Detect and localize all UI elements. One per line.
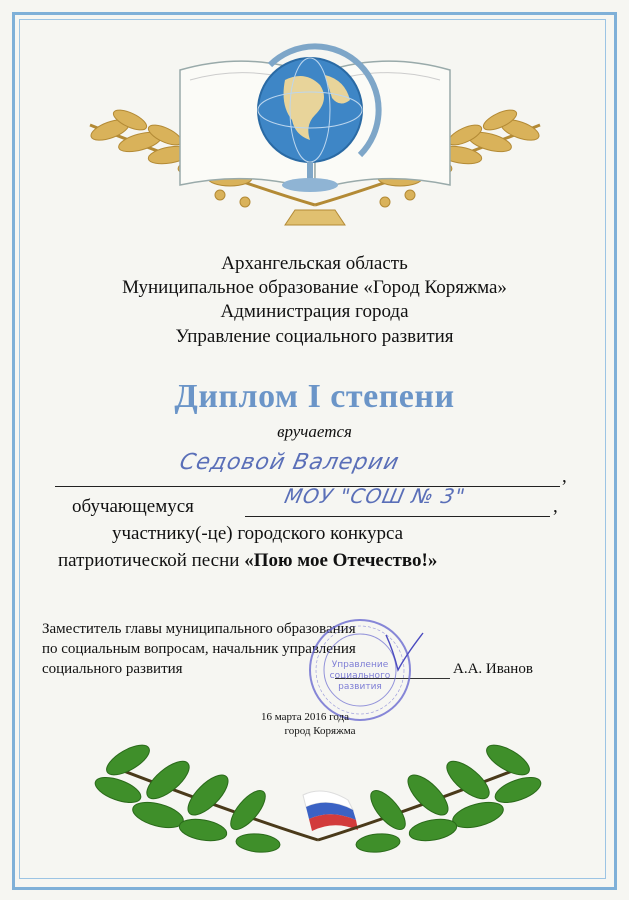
oak-branches-emblem — [88, 725, 548, 865]
student-label: обучающемуся — [72, 496, 194, 517]
signer-name: А.А. Иванов — [453, 661, 533, 677]
svg-text:социального: социального — [329, 671, 391, 681]
municipality-line: Муниципальное образование «Город Коряжма» — [122, 277, 507, 298]
school-underline — [245, 516, 550, 517]
department-line: Управление социального развития — [175, 326, 454, 347]
contest-name: «Пою мое Отечество!» — [244, 550, 438, 571]
official-stamp — [298, 615, 428, 723]
contest-line — [58, 550, 437, 572]
participant-line: участнику(-це) городского конкурса — [112, 523, 404, 544]
administration-line: Администрация города — [220, 301, 409, 322]
tricolor-flag-icon — [303, 791, 358, 831]
school-comma: , — [553, 496, 558, 517]
school-name: МОУ "СОШ № 3" — [282, 484, 468, 508]
signature-scribble — [386, 633, 423, 670]
issue-date: 16 марта 2016 года — [260, 711, 350, 723]
issue-city: город Коряжма — [284, 725, 356, 737]
signer-title-line2: по социальным вопросам, начальник управления — [42, 641, 356, 657]
recipient-name: Седовой Валерии — [177, 450, 402, 475]
contest-prefix: патриотической песни — [58, 550, 245, 571]
diploma-title: Диплом I степени — [174, 378, 455, 415]
signer-title-line1: Заместитель главы муниципального образования — [42, 621, 356, 637]
region-line: Архангельская область — [221, 253, 408, 274]
globe-book-emblem — [70, 30, 560, 230]
svg-text:развития: развития — [338, 682, 382, 692]
recipient-comma: , — [562, 466, 567, 487]
signer-title-line3: социального развития — [42, 661, 183, 677]
awarded-label: вручается — [277, 422, 352, 441]
svg-text:Управление: Управление — [331, 660, 389, 670]
